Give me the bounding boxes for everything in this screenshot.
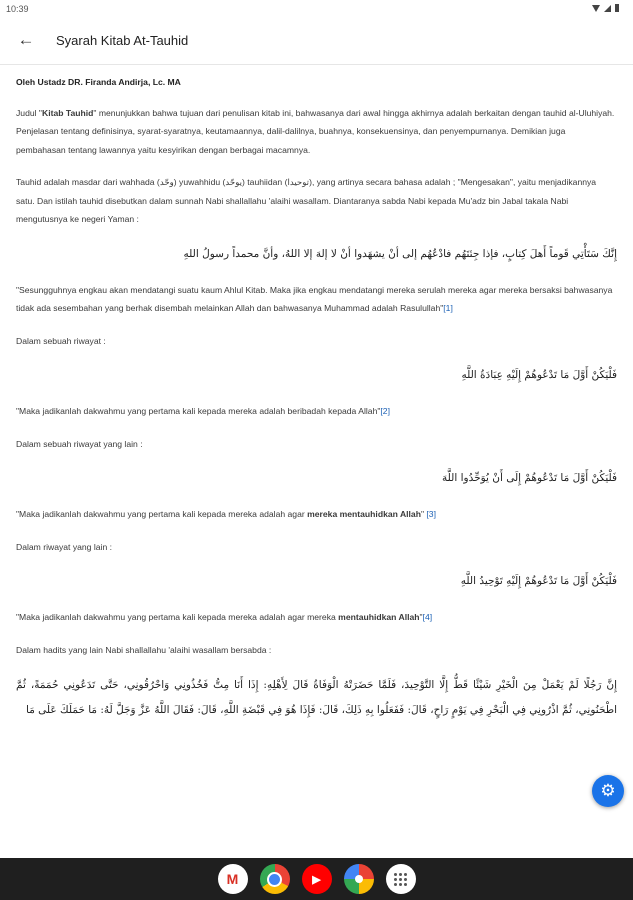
- arabic-hadith-1: إِنَّكَ سَتَأْتِي قَوماً أَهلَ كِتابٍ، فإذا جِئتَهُم فادْعُهُم إلى أنْ يشهَدوا أنْ لا إلهَ إلا اللهُ، وأنَّ محمداً رسولُ اللهِ: [183, 247, 617, 260]
- footnote-link-2[interactable]: [2]: [380, 406, 390, 416]
- arabic-hadith-2: فَلْيَكُنْ أَوَّلَ مَا تَدْعُوهُمْ إِلَيْهِ عِبَادَةُ اللَّهِ: [461, 369, 617, 381]
- status-time: 10:39: [6, 4, 29, 14]
- translate-fab-icon[interactable]: ⚙: [592, 775, 624, 807]
- intro-riwayat-3: Dalam riwayat yang lain :: [16, 541, 113, 552]
- chrome-center: [267, 872, 282, 887]
- paragraph-intro: Judul "Kitab Tauhid" menunjukkan bahwa tujuan dari penulisan kitab ini, bahwasanya dari awal hingga akhirnya adalah berkaitan dengan tauhid al-Uluhiyah. Penjelasan tentang definisinya, syarat-syaratnya, keutamaannya, dalil-dalilnya, buahnya, konsekuensinya, dan penyempurnanya. Demikian juga pembahasan tentang lawannya yaitu kesyirikan dengan berbagai macamnya.: [16, 107, 615, 155]
- article-content[interactable]: [0, 64, 633, 858]
- kitab-tauhid-bold: Kitab Tauhid: [41, 107, 94, 118]
- translation-1: "Sesungguhnya engkau akan mendatangi suatu kaum Ahlul Kitab. Maka jika engkau mendatangi mereka serulah mereka agar mereka bersaksi bahwasanya tidak ada sesembahan yang berhak disembah melainkan Allah dan bahwasanya Muhammad adalah Rasulullah"[1]: [16, 284, 613, 313]
- app-grid: [394, 873, 407, 886]
- footnote-link-1[interactable]: [1]: [443, 303, 453, 313]
- status-icons: [592, 4, 619, 12]
- translation-3: "Maka jadikanlah dakwahmu yang pertama kali kepada mereka adalah agar mereka mentauhidkan Allah" [3]: [16, 509, 436, 519]
- translation-4: "Maka jadikanlah dakwahmu yang pertama kali kepada mereka adalah agar mereka mentauhidkan Allah"[4]: [16, 612, 433, 622]
- signal-icon: [604, 5, 611, 12]
- footnote-link-3[interactable]: [3]: [426, 509, 436, 519]
- page-title: Syarah Kitab At-Tauhid: [56, 33, 189, 48]
- back-arrow-icon[interactable]: ←: [17, 30, 35, 49]
- app-bar: [0, 18, 633, 65]
- arabic-hadith-5: إِنَّ رَجُلًا لَمْ يَعْمَلْ مِنَ الْخَيْرِ شَيْئًا قَطُّ إِلَّا التَّوْحِيدَ، فَلَمَّا حَضَرَتْهُ الْوَفَاةُ قَالَ لِأَهْلِهِ: إِذَا أَنَا مِتُّ فَخُذُونِي وَاحْرُقُونِي، حَتَّى تَدَعُونِي حُمَمَةً، ثُمَّ اطْحَنُونِي، ثُمَّ اذْرُونِي فِي الْبَحْرِ فِي يَوْمٍ رَاحٍ، قَالَ: فَفَعَلُوا بِهِ ذَلِكَ، قَالَ: فَإِذَا هُوَ فِي قَبْضَةِ اللَّهِ، قَالَ: فَقَالَ اللَّهُ عَزَّ وَجَلَّ لَهُ: مَا حَمَلَكَ عَلَى مَا: [16, 679, 617, 716]
- footnote-link-4[interactable]: [4]: [422, 612, 433, 622]
- article-author: Oleh Ustadz DR. Firanda Andirja, Lc. MA: [16, 77, 181, 87]
- arabic-hadith-3: فَلْيَكُنْ أَوَّلَ مَا تَدْعُوهُمْ إِلَى أَنْ يُوَحِّدُوا اللَّهَ: [442, 472, 617, 484]
- intro-riwayat-1: Dalam sebuah riwayat :: [16, 335, 106, 346]
- status-bar: [0, 0, 633, 18]
- arabic-hadith-4: فَلْيَكُنْ أَوَّلَ مَا تَدْعُوهُمْ إِلَيْهِ تَوْحِيدُ اللَّهِ: [460, 575, 617, 587]
- taskbar: [0, 858, 633, 900]
- translation-2: "Maka jadikanlah dakwahmu yang pertama kali kepada mereka adalah beribadah kepada Allah"[2]: [16, 406, 390, 416]
- wifi-icon: [592, 5, 600, 12]
- chrome-icon[interactable]: [260, 864, 290, 894]
- paragraph-definition: Tauhid adalah masdar dari wahhada (وحّد) yuwahhidu (يوحّد) tauhiidan (توحيدا), yang artinya secara bahasa adalah ; "Mengesakan", yaitu menjadikannya satu. Dan istilah tauhid disebutkan dalam sunnah Nabi shallallahu 'alaihi wasallam. Diantaranya sabda Nabi kepada Mu'adz bin Jabal takala Nabi mengutusnya ke negeri Yaman :: [16, 177, 597, 224]
- photos-center: [355, 875, 363, 883]
- intro-hadith-5: Dalam hadits yang lain Nabi shallallahu 'alaihi wasallam bersabda :: [16, 644, 272, 655]
- battery-icon: [615, 4, 619, 12]
- gmail-icon[interactable]: M: [218, 864, 248, 894]
- photos-icon[interactable]: [344, 864, 374, 894]
- app-drawer-icon[interactable]: [386, 864, 416, 894]
- youtube-icon[interactable]: ▶: [302, 864, 332, 894]
- intro-riwayat-2: Dalam sebuah riwayat yang lain :: [16, 438, 143, 449]
